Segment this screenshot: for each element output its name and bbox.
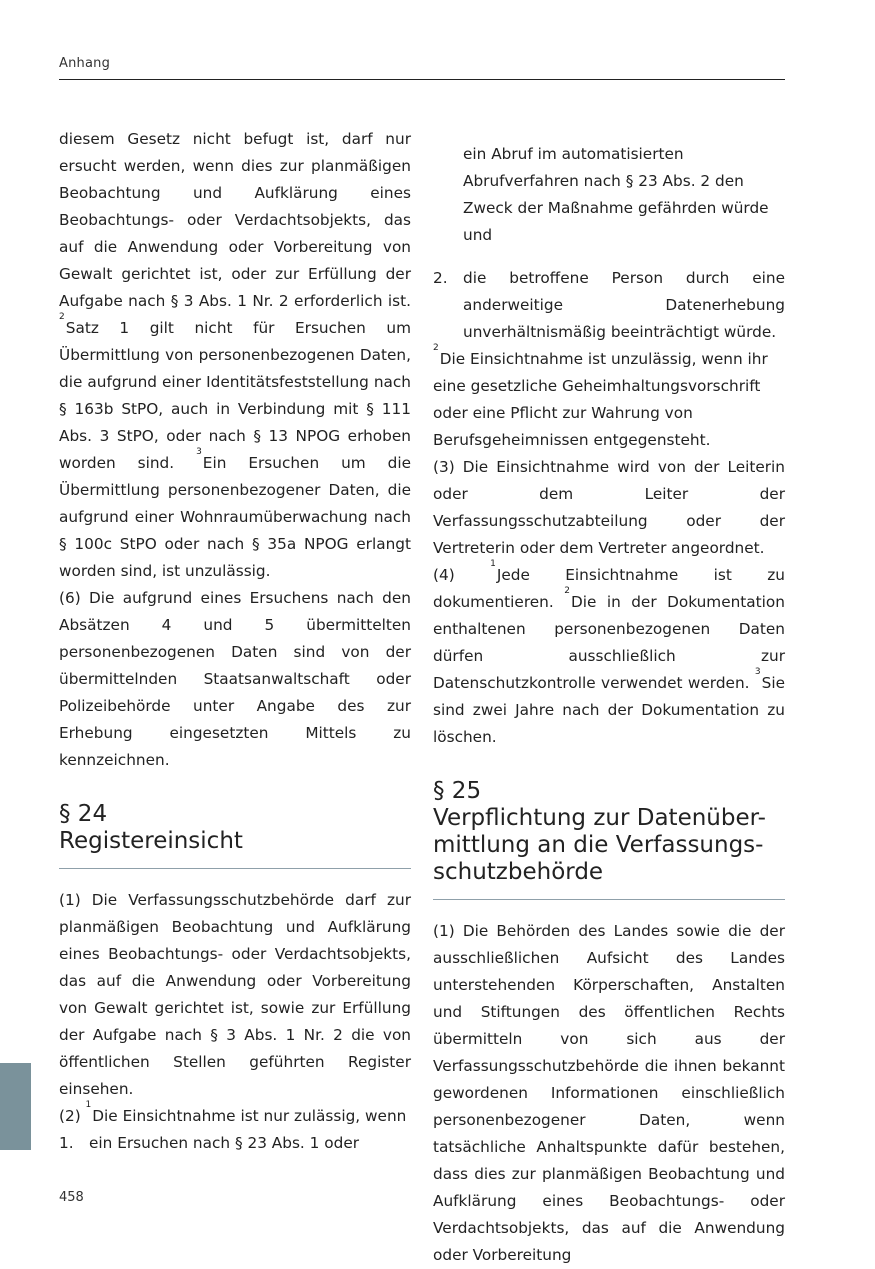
sentence-2: Die Einsichtnahme ist unzulässig, wenn ihr eine gesetzliche Geheimhaltungsvorschrift oder eine Pflicht zur Wahrung von Berufsgeheimnissen entgegensteht. <box>433 349 768 449</box>
page-number: 458 <box>59 1190 84 1205</box>
section-24-number: § 24 <box>59 801 108 827</box>
sentence-2: Satz 1 gilt nicht für Ersuchen um Übermittlung von personenbezogenen Daten, die aufgrund einer Identitätsfeststellung nach § 163b StPO, auch in Verbindung mit § 111 Abs. 3 StPO, oder nach § 13 NPOG erhoben worden sind. <box>59 319 411 472</box>
section-24-paragraph-4 <box>433 558 785 751</box>
sentence-number: 3 <box>196 447 202 457</box>
thumb-index-tab <box>0 1063 31 1150</box>
section-24-paragraph-2-sentence-2 <box>433 342 785 454</box>
section-24-paragraph-3: (3) Die Einsichtnahme wird von der Leiterin oder dem Leiter der Verfassungsschutzabteilung oder der Vertreterin oder dem Vertreter angeordnet. <box>433 457 785 557</box>
sentence-1: Die Einsichtnahme ist nur zulässig, wenn <box>92 1107 407 1125</box>
paragraph-number: (2) <box>59 1107 86 1125</box>
header-rule <box>59 79 785 80</box>
right-column <box>433 126 785 1269</box>
left-column <box>59 126 411 1157</box>
section-25-paragraph-1: (1) Die Behörden des Landes sowie die der ausschließlichen Aufsicht des Landes unterstehenden Körperschaften, Anstalten und Stiftungen des öffentlichen Rechts übermitteln von sich aus der Verfassungsschutzbehörde die ihnen bekannt gewordenen Informationen einschließlich personenbezogener Daten, wenn tatsächliche Anhaltspunkte dafür bestehen, dass dies zur planmäßigen Beobachtung und Aufklärung eines Beobachtungs- oder Verdachtsobjekts, das auf die Anwendung oder Vorbereitung <box>433 921 785 1264</box>
section-24-paragraph-1: (1) Die Verfassungsschutzbehörde darf zur planmäßigen Beobachtung und Aufklärung eines Beobachtungs- oder Verdachtsobjekts, das auf die Anwendung oder Vorbereitung von Gewalt gerichtet ist, sowie zur Erfüllung der Aufgabe nach § 3 Abs. 1 Nr. 2 die von öffentlichen Stellen geführten Register einsehen. <box>59 891 411 1098</box>
paragraph-6: (6) Die aufgrund eines Ersuchens nach den Absätzen 4 und 5 übermittelten personenbezogenen Daten sind von der übermittelnden Staatsanwaltschaft oder Polizeibehörde unter Angabe des zur Erhebung eingesetzten Mittels zu kennzeichnen. <box>59 589 411 769</box>
list-item-1 <box>59 1130 411 1157</box>
sentence-number: 2 <box>433 342 439 353</box>
sentence-number: 1 <box>490 558 496 569</box>
sentence-number: 2 <box>59 312 65 322</box>
list-number: 2. <box>433 268 448 287</box>
sentence-1: diesem Gesetz nicht befugt ist, darf nur ersucht werden, wenn dies zur planmäßigen Beobachtung und Aufklärung eines Beobachtungs- oder Verdachtsobjekts, das auf die Anwendung oder Vorbereitung von Gewalt gerichtet ist, oder zur Erfüllung der Aufgabe nach § 3 Abs. 1 Nr. 2 erforderlich ist. <box>59 130 411 310</box>
sentence-3: Ein Ersuchen um die Übermittlung personenbezogener Daten, die aufgrund einer Wohnraumüberwachung nach § 100c StPO oder nach § 35a NPOG erlangt worden sind, ist unzulässig. <box>59 454 411 580</box>
sentence-1: Jede Einsichtnahme ist zu dokumentieren. <box>433 565 785 611</box>
list-number: 1. <box>59 1134 74 1152</box>
section-25-title-line-2: mittlung an die Verfassungs- <box>433 831 764 858</box>
section-25-number: § 25 <box>433 777 482 804</box>
section-25-title-line-1: Verpflichtung zur Datenüber- <box>433 804 766 831</box>
paragraph-number: (4) <box>433 565 491 584</box>
section-24-title: Registereinsicht <box>59 828 243 854</box>
list-item-1-continuation: ein Abruf im automatisierten Abrufverfahren nach § 23 Abs. 2 den Zweck der Maßnahme gefährden würde und <box>463 145 769 245</box>
list-text: die betroffene Person durch eine anderweitige Datenerhebung unverhältnismäßig beeinträchtigt würde. <box>463 268 785 341</box>
list-text: ein Ersuchen nach § 23 Abs. 1 oder <box>89 1134 360 1152</box>
running-header: Anhang <box>59 56 111 71</box>
section-24-paragraph-2 <box>59 1100 411 1130</box>
sentence-2: Die in der Dokumentation enthaltenen personenbezogenen Daten dürfen ausschließlich zur Datenschutzkontrolle verwendet werden. <box>433 592 785 692</box>
sentence-number: 3 <box>754 666 761 677</box>
sentence-number: 2 <box>564 585 570 596</box>
list-item-2 <box>433 265 785 346</box>
sentence-3: Sie sind zwei Jahre nach der Dokumentation zu löschen. <box>433 673 785 746</box>
paragraph-5-continuation <box>59 126 411 585</box>
section-25-title-line-3: schutzbehörde <box>433 858 604 885</box>
sentence-number: 1 <box>85 1100 92 1110</box>
